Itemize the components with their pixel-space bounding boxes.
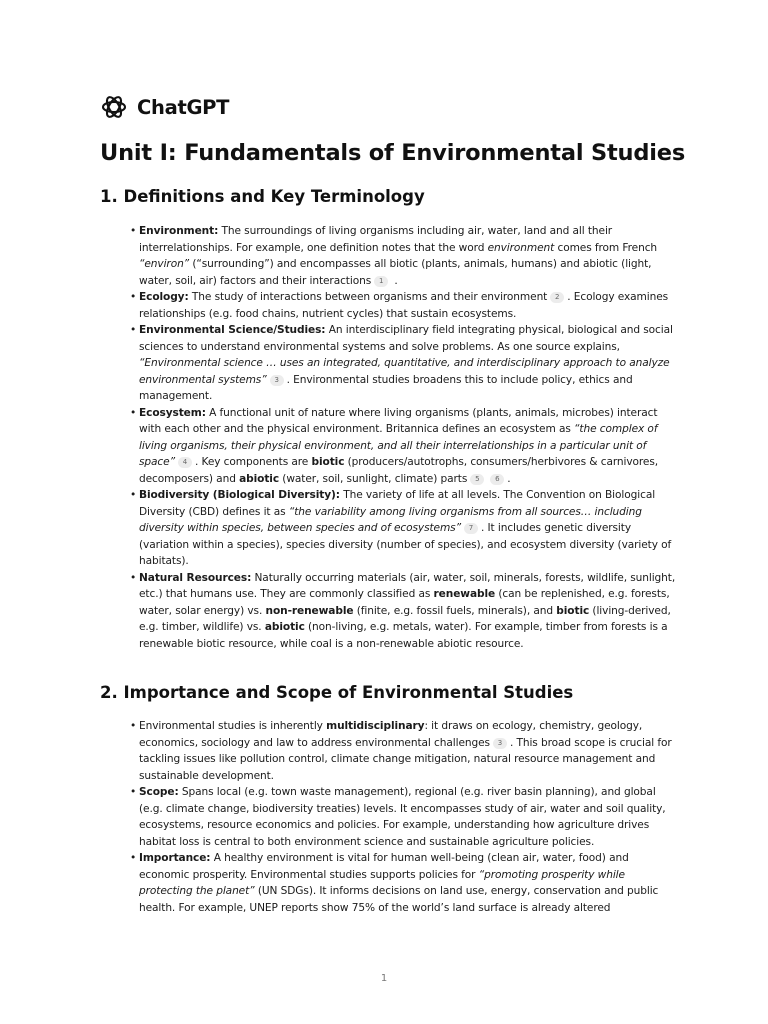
section-heading-definitions: 1. Definitions and Key Terminology — [100, 187, 425, 206]
page-title: Unit I: Fundamentals of Environmental Studies — [100, 140, 686, 166]
citation-badge[interactable]: 5 — [470, 474, 484, 485]
list-item: • Natural Resources: Naturally occurring materials (air, water, soil, minerals, forests, wildlife, sunlight, etc.) that humans use. They are commonly classified as renewable (can be replenished, e.g. forests, water, solar energy) vs. non-renewable (finite, e.g. fossil fuels, minerals), and biotic (living-derived, e.g. timber, wildlife) vs. abiotic (non-living, e.g. metals, water). For example, timber from forests is a renewable biotic resource, while coal is a non-renewable abiotic resource. — [139, 570, 679, 653]
list-item: • Environmental Science/Studies: An interdisciplinary field integrating physical, biological and social sciences to understand environmental systems and solve problems. As one source explains, “Environmental science … uses an integrated, quantitative, and interdisciplinary approach to analyze environmental systems” 3 . Environmental studies broadens this to include policy, ethics and management. — [139, 322, 679, 405]
importance-list — [139, 718, 679, 916]
citation-badge[interactable]: 6 — [490, 474, 504, 485]
list-item: • Environment: The surroundings of living organisms including air, water, land and all their interrelationships. For example, one definition notes that the word environment comes from French “environ” (“surrounding”) and encompasses all biotic (plants, animals, humans) and abiotic (light, water, soil, air) factors and their interactions 1 . — [139, 223, 679, 289]
list-item: • Biodiversity (Biological Diversity): The variety of life at all levels. The Convention on Biological Diversity (CBD) defines it as “the variability among living organisms from all sources… including diversity within species, between species and of ecosystems” 7 . It includes genetic diversity (variation within a species), species diversity (number of species), and ecosystem diversity (variety of habitats). — [139, 487, 679, 570]
page-number: 1 — [380, 973, 388, 984]
definitions-list — [139, 223, 679, 652]
logo — [100, 93, 229, 121]
citation-badge[interactable]: 2 — [550, 292, 564, 303]
list-item: • Scope: Spans local (e.g. town waste management), regional (e.g. river basin planning), and global (e.g. climate change, biodiversity treaties) levels. It encompasses study of air, water and soil quality, ecosystems, resource economics and policies. For example, understanding how agriculture drives habitat loss is central to both environment science and sustainable agriculture policies. — [139, 784, 679, 850]
list-item: • Environmental studies is inherently multidisciplinary: it draws on ecology, chemistry, geology, economics, sociology and law to address environmental challenges 3 . This broad scope is crucial for tackling issues like pollution control, climate change mitigation, natural resource management and sustainable development. — [139, 718, 679, 784]
logo-text: ChatGPT — [137, 95, 230, 119]
citation-badge[interactable]: 4 — [178, 457, 192, 468]
list-item: • Ecology: The study of interactions between organisms and their environment 2 . Ecology examines relationships (e.g. food chains, nutrient cycles) that sustain ecosystems. — [139, 289, 679, 322]
citation-badge[interactable]: 1 — [374, 276, 388, 287]
list-item: • Importance: A healthy environment is vital for human well-being (clean air, water, food) and economic prosperity. Environmental studies supports policies for “promoting prosperity while protecting the planet” (UN SDGs). It informs decisions on land use, energy, conservation and public health. For example, UNEP reports show 75% of the world’s land surface is already altered — [139, 850, 679, 916]
section-heading-importance: 2. Importance and Scope of Environmental Studies — [100, 683, 574, 702]
citation-badge[interactable]: 3 — [493, 738, 507, 749]
citation-badge[interactable]: 3 — [270, 375, 284, 386]
list-item: • Ecosystem: A functional unit of nature where living organisms (plants, animals, microbes) interact with each other and the physical environment. Britannica defines an ecosystem as “the complex of living organisms, their physical environment, and all their interrelationships in a particular unit of space” 4 . Key components are biotic (producers/autotrophs, consumers/herbivores & carnivores, decomposers) and abiotic (water, soil, sunlight, climate) parts 5 6 . — [139, 405, 679, 488]
openai-knot-icon — [100, 93, 128, 121]
citation-badge[interactable]: 7 — [464, 523, 478, 534]
